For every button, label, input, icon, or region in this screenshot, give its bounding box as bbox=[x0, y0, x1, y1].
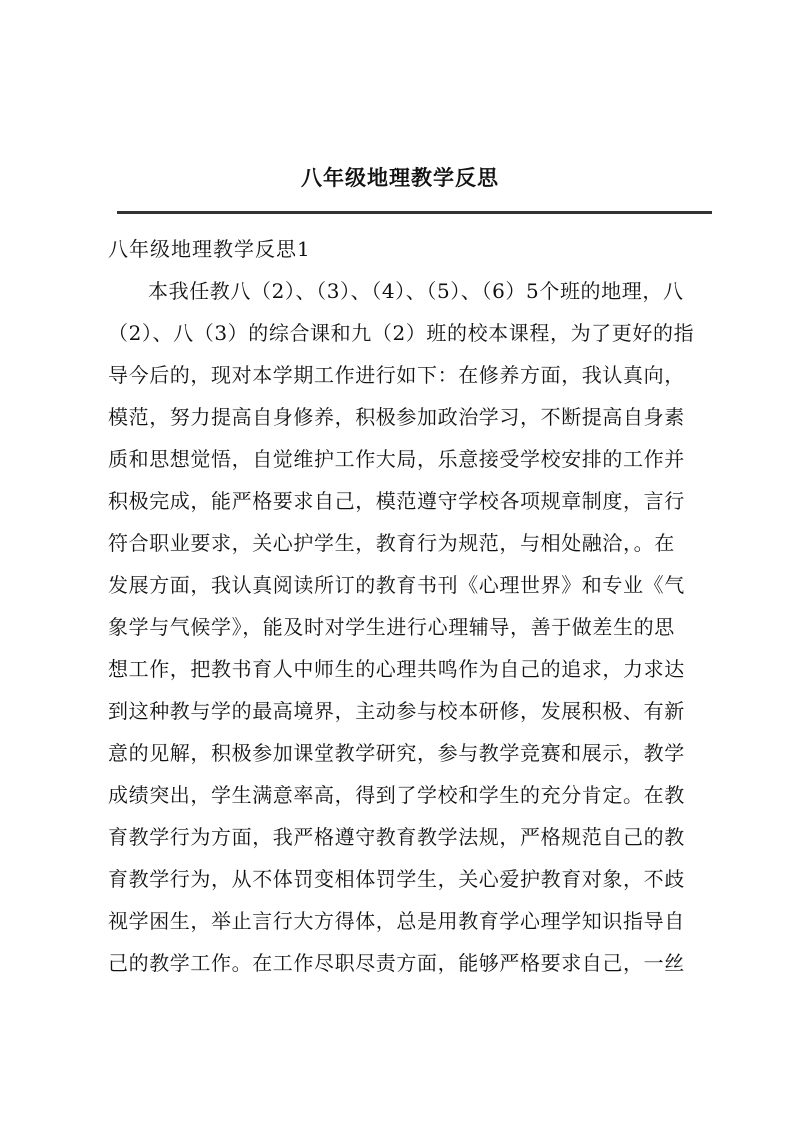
paragraph-line: 导今后的，现对本学期工作进行如下：在修养方面，我认真向， bbox=[108, 363, 685, 387]
paragraph-line: 育教学行为方面，我严格遵守教育教学法规，严格规范自己的教 bbox=[108, 825, 685, 849]
body-paragraph bbox=[108, 270, 708, 984]
paragraph-line: （2）、八（3）的综合课和九（2）班的校本课程，为了更好的指 bbox=[108, 321, 695, 345]
document-title: 八年级地理教学反思 bbox=[301, 165, 499, 190]
paragraph-line: 质和思想觉悟，自觉维护工作大局，乐意接受学校安排的工作并 bbox=[108, 447, 685, 471]
paragraph-line: 积极完成，能严格要求自己，模范遵守学校各项规章制度，言行 bbox=[108, 489, 685, 513]
paragraph-line: 模范，努力提高自身修养，积极参加政治学习，不断提高自身素 bbox=[108, 405, 685, 429]
paragraph-line: 成绩突出，学生满意率高，得到了学校和学生的充分肯定。在教 bbox=[108, 783, 685, 807]
paragraph-line: 发展方面，我认真阅读所订的教育书刊《心理世界》和专业《气 bbox=[108, 573, 685, 597]
paragraph-line: 视学困生，举止言行大方得体，总是用教育学心理学知识指导自 bbox=[108, 909, 685, 933]
paragraph-line: 己的教学工作。在工作尽职尽责方面，能够严格要求自己，一丝 bbox=[108, 951, 685, 975]
paragraph-line: 符合职业要求，关心护学生，教育行为规范，与相处融洽，。在 bbox=[108, 531, 675, 555]
section-heading: 八年级地理教学反思1 bbox=[108, 237, 311, 261]
paragraph-line: 育教学行为，从不体罚变相体罚学生，关心爱护教育对象，不歧 bbox=[108, 867, 685, 891]
paragraph-line: 意的见解，积极参加课堂教学研究，参与教学竞赛和展示，教学 bbox=[108, 741, 685, 765]
paragraph-line: 想工作，把教书育人中师生的心理共鸣作为自己的追求，力求达 bbox=[108, 657, 685, 681]
paragraph-line: 本我任教八（2）、（3）、（4）、（5）、（6）5个班的地理，八 bbox=[148, 279, 684, 303]
paragraph-line: 到这种教与学的最高境界，主动参与校本研修，发展积极、有新 bbox=[108, 699, 685, 723]
paragraph-line: 象学与气候学》，能及时对学生进行心理辅导，善于做差生的思 bbox=[108, 615, 675, 639]
title-divider bbox=[117, 211, 712, 214]
